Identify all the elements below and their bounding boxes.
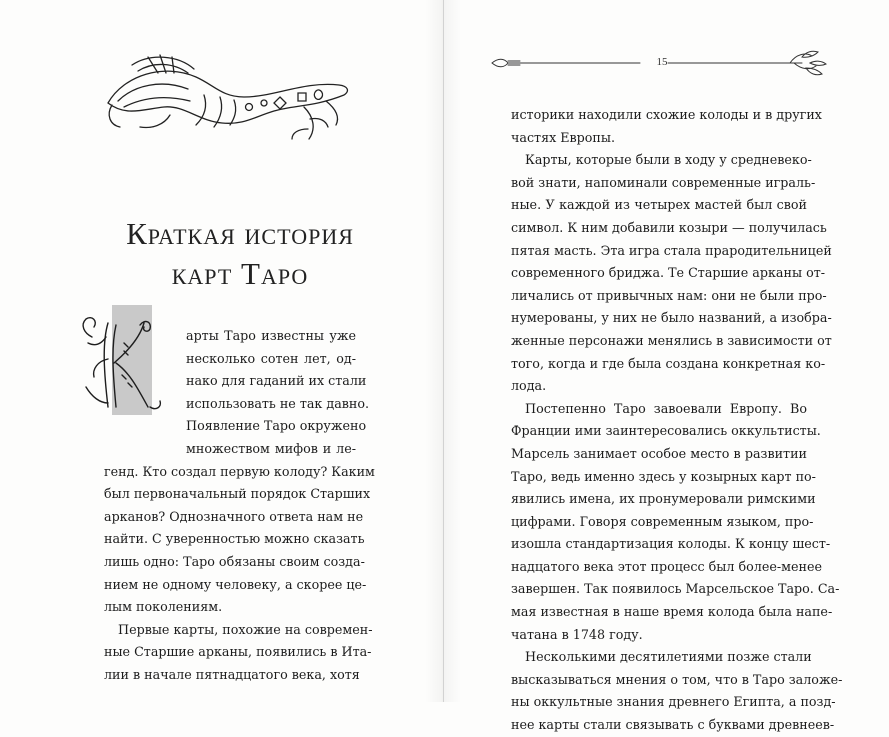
text-line: женные персонажи менялись в зависимости от (511, 332, 832, 348)
text-line: найти. С уверенностью можно сказать (104, 531, 365, 547)
text-line: нее карты стали связывать с буквами древнеев- (511, 717, 835, 733)
text-line: генд. Кто создал первую колоду? Каким (104, 463, 375, 479)
text-line: лишь одно: Таро обязаны своим созда- (104, 553, 365, 569)
text-line: Карты, которые были в ходу у средневеко- (525, 152, 812, 168)
chapter-title-line-1: Краткая история (126, 216, 354, 251)
text-line: лии в начале пятнадцатого века, хотя (104, 666, 360, 682)
text-line: использовать не так давно. (186, 395, 370, 411)
text-line: множеством мифов и ле- (186, 440, 356, 456)
text-line: Постепенно Таро завоевали Европу. Во (525, 400, 807, 416)
left-page-text (104, 325, 375, 687)
text-line: надцатого века этот процесс был более-менее (511, 558, 822, 574)
text-line: Франции ими заинтересовались оккультисты. (511, 423, 821, 439)
text-line: ны оккультные знания древнего Египта, а позд- (511, 694, 836, 710)
text-line: изошла стандартизация колоды. К концу шест- (511, 536, 831, 552)
text-line: личались от привычных нам: они не были про- (511, 287, 827, 303)
text-line: Таро, ведь именно здесь у козырных карт по- (511, 468, 816, 484)
text-line: вой знати, напоминали современные играль- (511, 174, 816, 190)
text-line: того, когда и где была создана конкретная ко- (511, 355, 826, 371)
text-line: Несколькими десятилетиями позже стали (525, 649, 812, 665)
right-page-text (511, 104, 843, 737)
text-line: символ. К ним добавили козыри — получилась (511, 219, 827, 235)
chapter-title (60, 214, 420, 294)
text-line: высказываться мнения о том, что в Таро заложе- (511, 671, 843, 687)
text-line: ные. У каждой из четырех мастей был свой (511, 197, 807, 213)
page-gutter (443, 0, 444, 702)
text-line: нием не одному человеку, а скорее це- (104, 576, 367, 592)
text-line: Марсель занимает особое место в развитии (511, 445, 807, 461)
text-line: завершен. Так появилось Марсельское Таро. Са- (511, 581, 840, 597)
text-line: частях Европы. (511, 129, 616, 145)
text-line: был первоначальный порядок Старших (104, 486, 371, 502)
text-line: Появление Таро окружено (186, 418, 367, 434)
text-line: лым поколениям. (104, 599, 223, 615)
text-line: чатана в 1748 году. (511, 626, 643, 642)
page-number: 15 (656, 56, 668, 68)
text-line: нумерованы, у них не было названий, а изобра- (511, 310, 832, 326)
text-line: современного бриджа. Те Старшие арканы от- (511, 265, 826, 281)
text-line: мая известная в наше время колода была напе- (511, 604, 833, 620)
text-line: нако для гаданий их стали (186, 373, 367, 389)
text-line: лода. (511, 378, 547, 394)
text-line: арты Таро известны уже (186, 328, 356, 343)
text-line: явились имена, их пронумеровали римскими (511, 491, 816, 507)
text-line: Первые карты, похожие на современ- (118, 621, 373, 637)
decorative-ornament-icon (104, 45, 354, 145)
text-line: историки находили схожие колоды и в других (511, 107, 822, 122)
text-line: цифрами. Говоря современным языком, про- (511, 513, 814, 529)
chapter-title-line-2: карт Таро (171, 256, 309, 291)
text-line: несколько сотен лет, од- (186, 350, 356, 366)
text-line: пятая масть. Эта игра стала прародительницей (511, 242, 832, 258)
text-line: арканов? Однозначного ответа нам не (104, 508, 364, 524)
text-line: ные Старшие арканы, появились в Ита- (104, 644, 372, 660)
